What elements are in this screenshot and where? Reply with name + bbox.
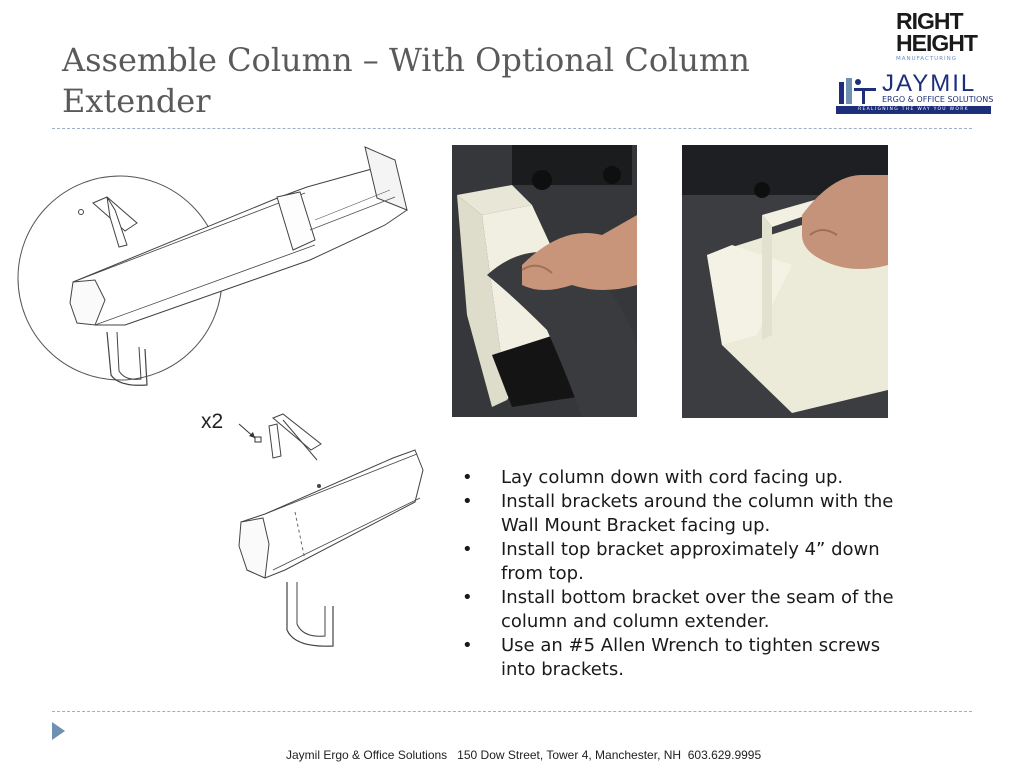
list-item: [462, 538, 902, 586]
instruction-text: Install top bracket approximately 4” down from top.: [501, 539, 880, 584]
slide-title: Assemble Column – With Optional Column Extender: [62, 41, 750, 120]
header-divider: [52, 128, 972, 129]
photo-installing-top-bracket: [452, 145, 637, 417]
jaymil-desk-icon: [836, 74, 880, 106]
instruction-text: Use an #5 Allen Wrench to tighten screws into brackets.: [501, 635, 881, 680]
bullet-icon: •: [462, 635, 473, 656]
instruction-text: Install brackets around the column with the Wall Mount Bracket facing up.: [501, 491, 894, 536]
list-item: [462, 634, 902, 682]
logo-line-right: RIGHT: [896, 8, 963, 34]
jaymil-name: JAYMIL: [882, 70, 977, 97]
instruction-list: [462, 466, 902, 682]
list-item: [462, 586, 902, 634]
logo-line-height: HEIGHT: [896, 30, 977, 56]
photo-1-illustration: [452, 145, 637, 417]
jaymil-subtitle: ERGO & OFFICE SOLUTIONS: [882, 95, 994, 104]
logo-tagline: MANUFACTURING: [896, 56, 958, 62]
footer-divider: [52, 711, 972, 712]
jaymil-tagline: REALIGNING THE WAY YOU WORK: [836, 106, 991, 114]
bullet-icon: •: [462, 587, 473, 608]
photo-2-illustration: [682, 145, 888, 418]
bullet-icon: •: [462, 491, 473, 512]
column-assembly-diagram: [15, 135, 415, 400]
quantity-label: x2: [201, 410, 224, 433]
list-item: [462, 490, 902, 538]
column-bracket-diagram: [225, 410, 455, 660]
bullet-icon: •: [462, 539, 473, 560]
bullet-icon: •: [462, 467, 473, 488]
list-item: [462, 466, 902, 490]
footer-address: Jaymil Ergo & Office Solutions 150 Dow Street, Tower 4, Manchester, NH 603.629.9995: [286, 748, 762, 762]
play-arrow-icon: [52, 722, 65, 740]
photo-bracket-on-column: [682, 145, 888, 418]
instruction-text: Install bottom bracket over the seam of the column and column extender.: [501, 587, 894, 632]
right-height-logo: [896, 8, 977, 68]
jaymil-logo: [836, 70, 994, 114]
instruction-text: Lay column down with cord facing up.: [501, 467, 844, 488]
